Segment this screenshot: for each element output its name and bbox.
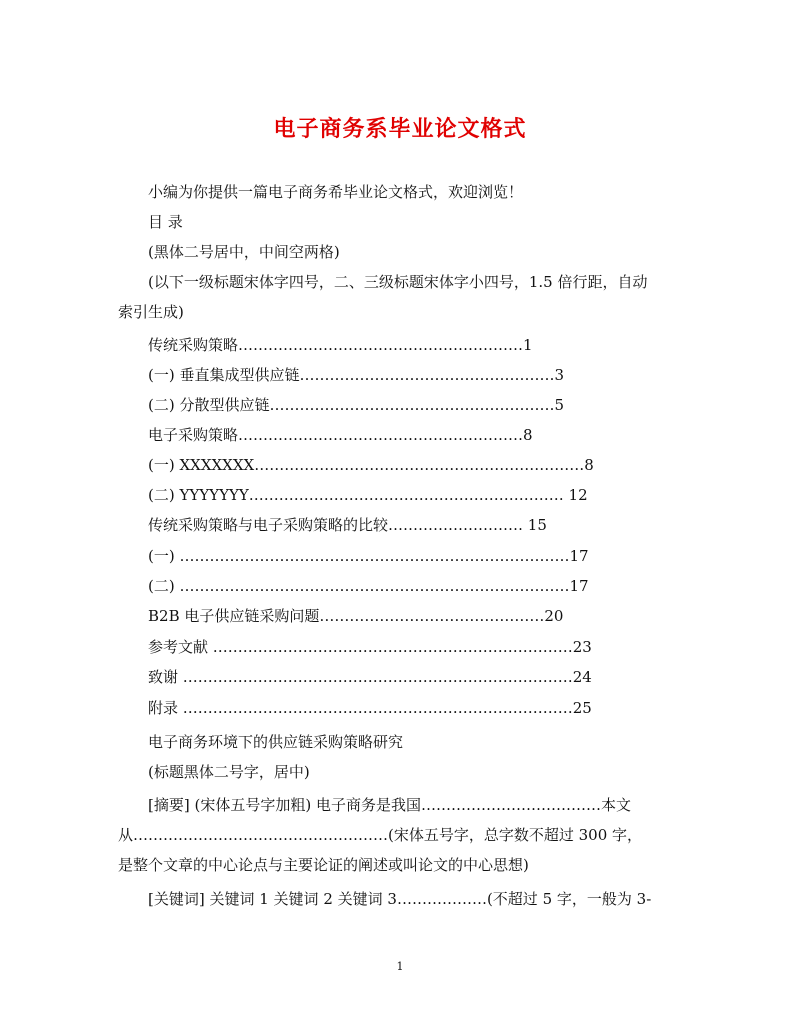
toc-entry[interactable]: 附录 ……………………………………………………………………25 xyxy=(148,699,592,717)
abstract-line: 是整个文章的中心论点与主要论证的阐述或叫论文的中心思想) xyxy=(118,856,529,874)
toc-entry[interactable]: 参考文献 ………………………………………………………………23 xyxy=(148,638,592,656)
toc-entry[interactable]: (一) XXXXXXX…………………………………………………………8 xyxy=(148,456,594,474)
format-note: (标题黑体二号字，居中) xyxy=(148,763,310,781)
abstract-line: [摘要] (宋体五号字加粗) 电子商务是我国………………………………本文 xyxy=(148,796,631,814)
toc-entry[interactable]: (一) ……………………………………………………………………17 xyxy=(148,547,589,565)
toc-entry[interactable]: 传统采购策略…………………………………………………1 xyxy=(148,336,533,354)
section-heading: 电子商务环境下的供应链采购策略研究 xyxy=(148,733,404,751)
toc-entry[interactable]: (二) ……………………………………………………………………17 xyxy=(148,577,589,595)
format-note: (黑体二号居中，中间空两格) xyxy=(148,243,340,261)
keywords-line: [关键词] 关键词 1 关键词 2 关键词 3………………(不超过 5 字，一般为 3- xyxy=(148,890,652,908)
toc-entry[interactable]: (二) 分散型供应链…………………………………………………5 xyxy=(148,396,565,414)
intro-paragraph: 小编为你提供一篇电子商务希毕业论文格式，欢迎浏览！ xyxy=(148,183,524,201)
document-title: 电子商务系毕业论文格式 xyxy=(273,116,527,142)
toc-entry[interactable]: 致谢 ……………………………………………………………………24 xyxy=(148,668,592,686)
toc-entry[interactable]: (一) 垂直集成型供应链……………………………………………3 xyxy=(148,366,565,384)
toc-entry[interactable]: B2B 电子供应链采购问题………………………………………20 xyxy=(148,607,564,625)
format-note: 索引生成) xyxy=(118,303,184,321)
format-note: (以下一级标题宋体字四号，二、三级标题宋体字小四号，1.5 倍行距，自动 xyxy=(148,273,648,291)
toc-entry[interactable]: (二) YYYYYYY……………………………………………………… 12 xyxy=(148,486,588,504)
toc-entry[interactable]: 电子采购策略…………………………………………………8 xyxy=(148,426,533,444)
toc-heading: 目 录 xyxy=(148,213,183,231)
toc-entry[interactable]: 传统采购策略与电子采购策略的比较……………………… 15 xyxy=(148,516,547,534)
page-number: 1 xyxy=(396,960,404,973)
abstract-line: 从……………………………………………(宋体五号字，总字数不超过 300 字， xyxy=(118,826,643,844)
